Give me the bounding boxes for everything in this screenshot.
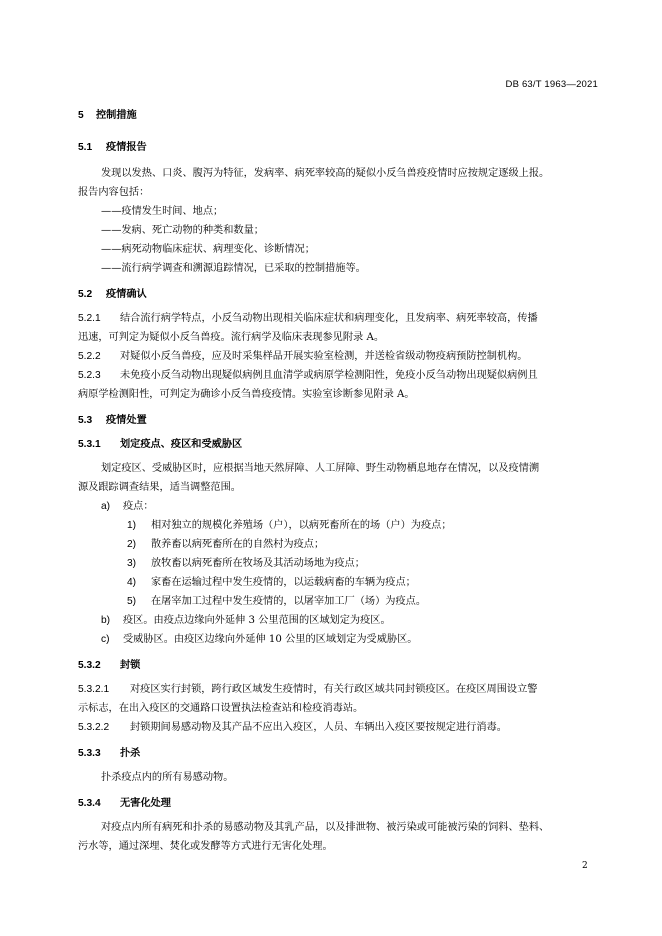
section-5-heading: [78, 109, 137, 123]
clause-text: 未免疫小反刍动物出现疑似病例且血清学或病原学检测阳性，免疫小反刍动物出现疑似病例且: [120, 370, 538, 381]
section-title: 划定疫点、疫区和受威胁区: [120, 439, 243, 450]
clause-text: 对疫区实行封锁，跨行政区域发生疫情时，有关行政区域共同封锁疫区。在疫区周围设立警: [130, 684, 538, 695]
paragraph-line: 扑杀疫点内的所有易感动物。: [101, 772, 234, 783]
section-number: 5.3: [78, 415, 93, 426]
list-text: 散养畜以病死畜所在的自然村为疫点；: [151, 539, 325, 550]
section-5-1-heading: [78, 141, 147, 155]
paragraph-line: 划定疫区、受威胁区时，应根据当地天然屏障、人工屏障、野生动物栖息地存在情况，以及疫情溯: [101, 463, 540, 474]
page-number: 2: [582, 861, 588, 871]
list-text: 家畜在运输过程中发生疫情的，以运载病畜的车辆为疫点；: [151, 577, 416, 588]
list-text: 受威胁区。由疫区边缘向外延伸 10 公里的区域划定为受威胁区。: [123, 634, 418, 645]
list-label: 4): [127, 577, 137, 588]
clause-number: 5.3.2.1: [78, 684, 110, 695]
section-5-3-1-heading: [78, 438, 242, 452]
section-title: 扑杀: [120, 748, 141, 759]
list-text: 相对独立的规模化养殖场（户），以病死畜所在的场（户）为疫点；: [151, 520, 452, 531]
list-label: b): [101, 615, 111, 626]
paragraph-line: 对疫点内所有病死和扑杀的易感动物及其乳产品，以及排泄物、被污染或可能被污染的饲料、垫料、: [101, 822, 550, 833]
section-title: 疫情报告: [106, 142, 147, 153]
clause-number: 5.2.3: [78, 370, 101, 381]
list-text: 疫区。由疫点边缘向外延伸 3 公里范围的区域划定为疫区。: [123, 615, 391, 626]
list-item-b: [101, 614, 391, 628]
paragraph-line: 报告内容包括：: [78, 187, 150, 198]
paragraph-line: 迅速，可判定为疑似小反刍兽疫。流行病学及临床表现参见附录 A。: [78, 332, 385, 343]
sub-list-item: [127, 576, 416, 590]
section-5-3-2-heading: [78, 659, 140, 673]
list-item-a: [101, 500, 154, 514]
clause-5-3-2-2: [78, 721, 507, 735]
section-5-2-heading: [78, 288, 147, 302]
sub-list-item: [127, 519, 452, 533]
section-number: 5.1: [78, 142, 93, 153]
clause-5-2-1: [78, 312, 538, 326]
standard-code: DB 63/T 1963—2021: [505, 79, 598, 90]
clause-text: 结合流行病学特点，小反刍动物出现相关临床症状和病理变化，且发病率、病死率较高，传播: [120, 313, 538, 324]
list-text: 疫点：: [123, 501, 154, 512]
list-label: a): [101, 501, 111, 512]
sub-list-item: [127, 557, 365, 571]
clause-number: 5.2.2: [78, 351, 101, 362]
section-title: 疫情处置: [106, 415, 147, 426]
list-item: ——流行病学调查和溯源追踪情况，已采取的控制措施等。: [101, 263, 366, 274]
list-text: 放牧畜以病死畜所在牧场及其活动场地为疫点；: [151, 558, 365, 569]
clause-text: 封锁期间易感动物及其产品不应出入疫区，人员、车辆出入疫区要按规定进行消毒。: [130, 722, 507, 733]
paragraph-line: 示标志，在出入疫区的交通路口设置执法检查站和检疫消毒站。: [78, 703, 364, 714]
clause-number: 5.3.2.2: [78, 722, 110, 733]
clause-text: 对疑似小反刍兽疫，应及时采集样品开展实验室检测，并送检省级动物疫病预防控制机构。: [120, 351, 528, 362]
paragraph-line: 发现以发热、口炎、腹泻为特征，发病率、病死率较高的疑似小反刍兽疫疫情时应按规定逐级上报。: [101, 168, 550, 179]
section-number: 5: [78, 110, 84, 121]
sub-list-item: [127, 538, 324, 552]
section-title: 无害化处理: [120, 798, 171, 809]
paragraph-line: 病原学检测阳性，可判定为确诊小反刍兽疫疫情。实验室诊断参见附录 A。: [78, 389, 415, 400]
section-title: 封锁: [120, 660, 141, 671]
sub-list-item: [127, 595, 426, 609]
paragraph-line: 污水等，通过深埋、焚化或发酵等方式进行无害化处理。: [78, 841, 333, 852]
list-label: c): [101, 634, 110, 645]
list-item: ——发病、死亡动物的种类和数量；: [101, 225, 264, 236]
section-title: 控制措施: [96, 110, 137, 121]
paragraph-line: 源及跟踪调查结果，适当调整范围。: [78, 482, 241, 493]
list-item-c: [101, 633, 418, 647]
section-number: 5.2: [78, 289, 93, 300]
clause-5-2-2: [78, 350, 528, 364]
section-5-3-3-heading: [78, 747, 140, 761]
list-label: 1): [127, 520, 137, 531]
list-label: 3): [127, 558, 137, 569]
list-item: ——疫情发生时间、地点；: [101, 206, 224, 217]
clause-number: 5.2.1: [78, 313, 101, 324]
section-number: 5.3.3: [78, 748, 101, 759]
section-number: 5.3.2: [78, 660, 101, 671]
section-5-3-4-heading: [78, 797, 171, 811]
section-title: 疫情确认: [106, 289, 147, 300]
list-item: ——病死动物临床症状、病理变化、诊断情况；: [101, 244, 315, 255]
list-text: 在屠宰加工过程中发生疫情的，以屠宰加工厂（场）为疫点。: [151, 596, 427, 607]
section-number: 5.3.1: [78, 439, 101, 450]
section-5-3-heading: [78, 414, 147, 428]
list-label: 5): [127, 596, 137, 607]
clause-5-3-2-1: [78, 683, 538, 697]
list-label: 2): [127, 539, 137, 550]
section-number: 5.3.4: [78, 798, 101, 809]
clause-5-2-3: [78, 369, 538, 383]
